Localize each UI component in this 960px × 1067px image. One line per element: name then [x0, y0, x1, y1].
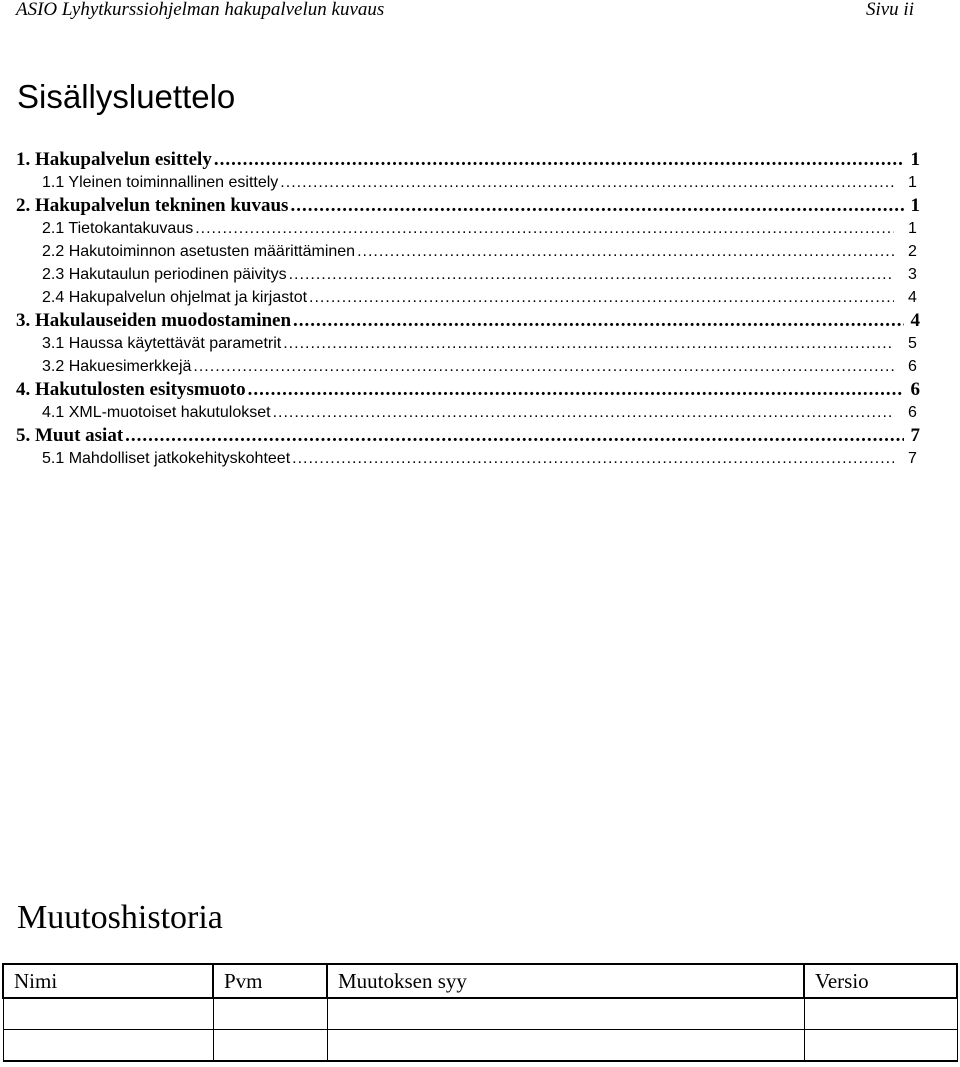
- toc-entry[interactable]: [16, 240, 920, 263]
- toc-entry-page: 1: [908, 220, 917, 237]
- toc-entry[interactable]: [16, 171, 920, 194]
- toc-entry[interactable]: [16, 447, 920, 470]
- table-of-contents: [16, 148, 920, 470]
- toc-entry-text: 3.2 Hakuesimerkkejä: [42, 358, 192, 375]
- toc-leader-dots: [357, 240, 894, 263]
- toc-entry-text: 3.1 Haussa käytettävät parametrit: [42, 335, 282, 352]
- toc-leader-dots: [293, 309, 904, 332]
- toc-entry-page: 1: [910, 149, 920, 170]
- table-cell: [804, 1030, 957, 1062]
- toc-entry-text: 4. Hakutulosten esitysmuoto: [16, 379, 246, 400]
- toc-leader-dots: [290, 194, 904, 217]
- toc-entry[interactable]: [16, 378, 920, 401]
- toc-entry-text: 2.1 Tietokantakuvaus: [42, 220, 194, 237]
- page-number: Sivu ii: [865, 0, 914, 20]
- table-cell: [213, 1030, 327, 1062]
- table-cell: [3, 1030, 213, 1062]
- table-header-row: [3, 964, 957, 998]
- toc-entry-page: 3: [908, 266, 917, 283]
- toc-entry-text: 2.3 Hakutaulun periodinen päivitys: [42, 266, 287, 283]
- toc-leader-dots: [195, 217, 894, 240]
- table-cell: [327, 998, 804, 1030]
- toc-entry-text: 5.1 Mahdolliset jatkokehityskohteet: [42, 450, 291, 467]
- toc-leader-dots: [289, 263, 894, 286]
- toc-entry[interactable]: [16, 401, 920, 424]
- toc-entry-page: 7: [908, 450, 917, 467]
- toc-leader-dots: [280, 171, 894, 194]
- change-history-table: [2, 963, 958, 1062]
- toc-entry-text: 2.4 Hakupalvelun ohjelmat ja kirjastot: [42, 289, 308, 306]
- toc-entry[interactable]: [16, 424, 920, 447]
- toc-leader-dots: [283, 332, 894, 355]
- toc-leader-dots: [193, 355, 894, 378]
- toc-entry[interactable]: [16, 309, 920, 332]
- toc-leader-dots: [292, 447, 894, 470]
- toc-entry-text: 4.1 XML-muotoiset hakutulokset: [42, 404, 271, 421]
- toc-leader-dots: [273, 401, 894, 424]
- table-cell: [213, 998, 327, 1030]
- table-cell: [3, 998, 213, 1030]
- toc-entry-text: 1. Hakupalvelun esittely: [16, 149, 212, 170]
- toc-entry-page: 2: [908, 243, 917, 260]
- toc-entry-page: 6: [908, 404, 917, 421]
- column-header-name: Nimi: [3, 964, 213, 998]
- document-title: ASIO Lyhytkurssiohjelman hakupalvelun kuvaus: [16, 0, 385, 20]
- toc-entry-page: 1: [910, 195, 920, 216]
- history-heading: Muutoshistoria: [17, 899, 223, 936]
- column-header-date: Pvm: [213, 964, 327, 998]
- toc-entry-text: 2. Hakupalvelun tekninen kuvaus: [16, 195, 289, 216]
- toc-leader-dots: [125, 424, 904, 447]
- table-row: [3, 1030, 957, 1062]
- toc-entry-page: 6: [910, 379, 920, 400]
- toc-entry-page: 1: [908, 174, 917, 191]
- toc-heading: Sisällysluettelo: [17, 78, 236, 115]
- toc-leader-dots: [214, 148, 904, 171]
- toc-leader-dots: [248, 378, 904, 401]
- toc-leader-dots: [309, 286, 894, 309]
- table-row: [3, 998, 957, 1030]
- toc-entry-text: 3. Hakulauseiden muodostaminen: [16, 310, 292, 331]
- page-header: [16, 0, 914, 24]
- toc-entry[interactable]: [16, 286, 920, 309]
- toc-entry[interactable]: [16, 194, 920, 217]
- table-cell: [804, 998, 957, 1030]
- toc-entry[interactable]: [16, 148, 920, 171]
- toc-entry-page: 4: [908, 289, 917, 306]
- toc-entry-text: 2.2 Hakutoiminnon asetusten määrittäminen: [42, 243, 356, 260]
- toc-entry[interactable]: [16, 263, 920, 286]
- toc-entry[interactable]: [16, 217, 920, 240]
- toc-entry-page: 7: [910, 425, 920, 446]
- toc-entry-text: 5. Muut asiat: [16, 425, 124, 446]
- toc-entry-page: 6: [908, 358, 917, 375]
- toc-entry-text: 1.1 Yleinen toiminnallinen esittely: [42, 174, 279, 191]
- toc-entry-page: 4: [910, 310, 920, 331]
- toc-entry-page: 5: [908, 335, 917, 352]
- table-cell: [327, 1030, 804, 1062]
- toc-entry[interactable]: [16, 332, 920, 355]
- column-header-version: Versio: [804, 964, 957, 998]
- toc-entry[interactable]: [16, 355, 920, 378]
- column-header-reason: Muutoksen syy: [327, 964, 804, 998]
